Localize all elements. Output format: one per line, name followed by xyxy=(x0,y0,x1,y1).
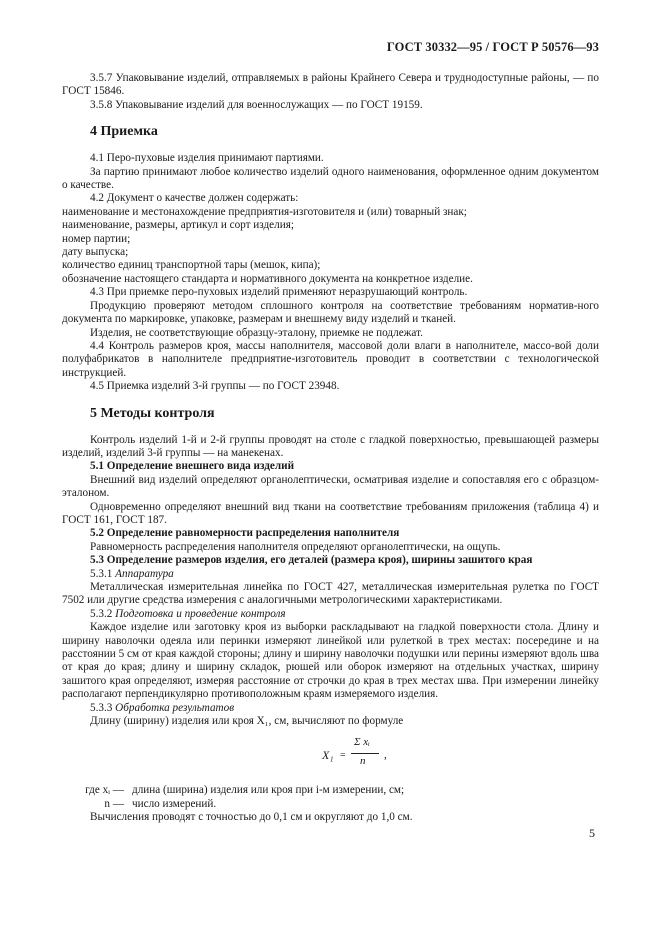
formula-fraction xyxy=(322,736,412,776)
page-header: ГОСТ 30332—95 / ГОСТ Р 50576—93 xyxy=(386,40,599,54)
paragraph-5-3-1: Металлическая измерительная линейка по ГОСТ 427, металлическая измерительная рулетка по ГОСТ 7502 или другие средства измерения с аналогичными метрологическими характеристиками. xyxy=(62,581,599,607)
heading-5-2: 5.2 Определение равномерности распределения наполнителя xyxy=(90,527,400,540)
paragraph-4-2: 4.2 Документ о качестве должен содержать: xyxy=(90,192,299,205)
heading-title: Обработка результатов xyxy=(115,701,235,714)
paragraph-5-1-a: Внешний вид изделий определяют органолептически, осматривая изделие и сопоставляя его с образцом-эталоном. xyxy=(62,473,599,500)
heading-title: Подготовка и проведение контроля xyxy=(115,607,286,620)
heading-title: Аппаратура xyxy=(115,567,174,580)
section-5-title: 5 Методы контроля xyxy=(90,405,215,421)
paragraph-4-4: 4.4 Контроль размеров кроя, массы наполнителя, массовой доли влаги в наполнителе, массо-вой доли полуфабрикатов в наполнителе предприятие-изготовитель проводит в соответствии с технологической инструкцией. xyxy=(62,339,599,379)
where-row xyxy=(62,784,599,797)
heading-5-3-3 xyxy=(62,702,599,715)
where-label: где xᵢ — xyxy=(85,784,124,797)
list-item: обозначение настоящего стандарта и нормативного документа на конкретное изделие. xyxy=(62,272,473,285)
paragraph-5-intro: Контроль изделий 1-й и 2-й группы проводят на столе с гладкой поверхностью, превышающей размеры изделий, изделий 3-й группы — на манекенах. xyxy=(62,433,599,459)
paragraph-3-5-7: 3.5.7 Упаковывание изделий, отправляемых в районы Крайнего Севера и труднодоступные районы, — по ГОСТ 15846. xyxy=(62,72,599,98)
paragraph-4-3: 4.3 При приемке перо-пуховых изделий применяют неразрушающий контроль. xyxy=(90,286,468,299)
paragraph-4-1-b: За партию принимают любое количество изделий одного наименования, оформленное одним документом о качестве. xyxy=(62,165,599,192)
formula-denominator: n xyxy=(360,755,366,768)
paragraph-5-3-2: Каждое изделие или заготовку кроя из выборки раскладывают на гладкой поверхности стола. Длину и ширину наволочки одеяла или перинки измеряют линейкой или рулеткой в трех местах: посередине и на расстоянии 5 см от края каждой стороны; длину и ширину наволочки подушки или перины измеряют вдоль шва от края до края; длину и ширину складок, рюшей или оборок измеряют на отдельных участках, ширину зашитого края определяют, измеряя расстояние от строчки до края в трех местах шва. При измерении линейку располагают перпендикулярно противоположным краям измеряемого изделия. xyxy=(62,621,599,701)
heading-number: 5.3.2 xyxy=(90,607,113,620)
paragraph-4-3-c: Изделия, не соответствующие образцу-эталону, приемке не подлежат. xyxy=(90,326,423,339)
fraction-bar xyxy=(351,753,379,754)
paragraph-final: Вычисления проводят с точностью до 0,1 см и округляют до 1,0 см. xyxy=(90,811,413,824)
where-text: число измерений. xyxy=(132,797,217,810)
paragraph-5-3-3: Длину (ширину) изделия или кроя X₁, см, вычисляют по формуле xyxy=(90,715,404,728)
section-4-title: 4 Приемка xyxy=(90,124,158,140)
paragraph-4-5: 4.5 Приемка изделий 3-й группы — по ГОСТ 23948. xyxy=(90,380,340,393)
paragraph-4-1: 4.1 Перо-пуховые изделия принимают партиями. xyxy=(90,152,324,165)
list-item: наименование, размеры, артикул и сорт изделия; xyxy=(62,219,294,232)
heading-5-3-2 xyxy=(62,608,599,621)
formula-equals: = xyxy=(340,750,346,762)
paragraph-5-1-b: Одновременно определяют внешний вид ткани на соответствие требованиям приложения (таблица 4) и ГОСТ 161, ГОСТ 187. xyxy=(62,500,599,526)
heading-5-1: 5.1 Определение внешнего вида изделий xyxy=(90,460,295,473)
heading-5-3: 5.3 Определение размеров изделия, его деталей (размера кроя), ширины зашитого края xyxy=(90,554,533,567)
paragraph-4-3-b: Продукцию проверяют методом сплошного контроля на соответствие требованиям норматив-ного документа по маркировке, упаковке, размерам и внешнему виду изделий и тканей. xyxy=(62,299,599,326)
paragraph-3-5-8: 3.5.8 Упаковывание изделий для военнослужащих — по ГОСТ 19159. xyxy=(90,98,423,111)
where-text: длина (ширина) изделия или кроя при i-м измерении, см; xyxy=(132,784,405,797)
page-number: 5 xyxy=(589,826,595,840)
paragraph-5-2: Равномерность распределения наполнителя определяют органолептически, на ощупь. xyxy=(90,540,501,553)
formula-numerator: Σ xᵢ xyxy=(354,736,370,749)
list-item: наименование и местонахождение предприятия-изготовителя и (или) товарный знак; xyxy=(62,205,467,218)
heading-5-3-1 xyxy=(62,568,599,581)
list-item: количество единиц транспортной тары (мешок, кипа); xyxy=(62,259,321,272)
list-item: номер партии; xyxy=(62,232,131,245)
formula xyxy=(62,736,599,776)
heading-number: 5.3.1 xyxy=(90,567,113,580)
formula-lhs: X₁ xyxy=(322,748,334,763)
list-item: дату выпуска; xyxy=(62,246,129,259)
where-row xyxy=(62,798,599,811)
formula-comma: , xyxy=(384,749,387,762)
page-content xyxy=(62,72,599,825)
where-label: n — xyxy=(104,797,124,810)
heading-number: 5.3.3 xyxy=(90,701,113,714)
